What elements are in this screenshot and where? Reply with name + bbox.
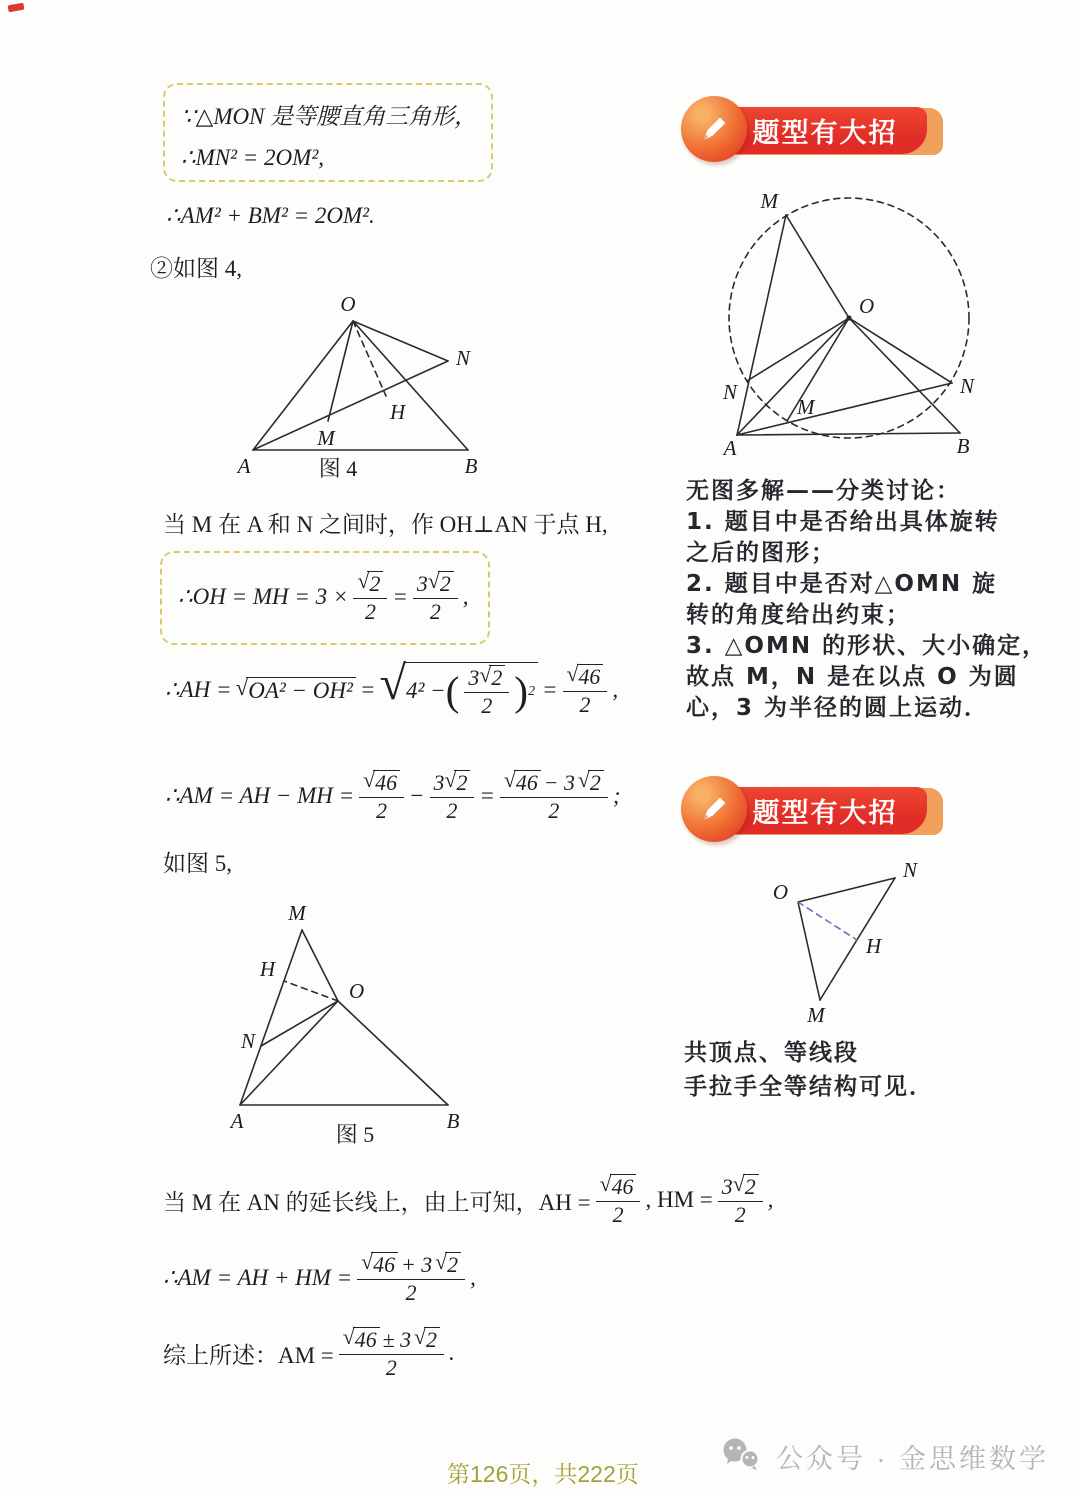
fraction: 3 √ 2 2 xyxy=(718,1172,763,1228)
radicand-lead: 4² − xyxy=(405,678,446,704)
radicand: 2 xyxy=(489,665,505,691)
circlefig-label-N-right: N xyxy=(960,374,975,398)
radicand: 46 xyxy=(577,664,604,690)
denominator: 2 xyxy=(579,692,591,717)
highlight-box-1 xyxy=(163,83,493,182)
radicand: 2 xyxy=(454,770,470,796)
am1-tail: ; xyxy=(612,783,621,809)
conclusion-line-1: ∴AM² + BM² = 2OM². xyxy=(166,203,375,228)
figure-4-caption: 图 4 xyxy=(318,456,358,481)
note1-title: 无图多解——分类讨论： xyxy=(686,478,961,504)
badge-circle xyxy=(681,96,747,162)
operator: − 3 xyxy=(543,771,575,795)
trifig-segment-ON xyxy=(798,878,895,902)
final-lead: 综上所述：AM = xyxy=(163,1342,334,1368)
am2-tail: , xyxy=(470,1265,476,1291)
minus-sign: − xyxy=(409,783,425,809)
note2-line: 手拉手全等结构可见． xyxy=(684,1074,934,1100)
handwritten-note-2 xyxy=(684,1036,934,1104)
fig5-label-O: O xyxy=(349,979,365,1003)
circlefig-segment-AM xyxy=(737,215,786,435)
circlefig-segment-ON-right xyxy=(849,318,952,383)
note1-line: 故点 M，N 是在以点 O 为圆 xyxy=(686,664,1019,690)
radicand: 46 xyxy=(373,770,400,796)
coefficient: 3 xyxy=(416,572,428,596)
wechat-icon xyxy=(720,1436,766,1476)
fig5-label-H: H xyxy=(259,957,275,981)
coefficient: 3 xyxy=(721,1175,733,1199)
circlefig-label-N-left: N xyxy=(722,380,737,404)
radicand: 46 xyxy=(610,1174,637,1200)
radicand: 2 xyxy=(588,770,604,796)
fig4-label-O: O xyxy=(340,293,356,316)
handwritten-note-1 xyxy=(686,476,1047,724)
step-2-label: ②如图 4, xyxy=(150,256,242,281)
fraction: √ 2 2 xyxy=(353,569,387,625)
cond2-mid: , HM = xyxy=(645,1187,713,1213)
fig4-label-H: H xyxy=(390,400,406,424)
fraction: 3 √ 2 2 xyxy=(413,569,458,625)
fig5-segment-OB xyxy=(338,1001,448,1105)
fig5-label-N: N xyxy=(240,1029,255,1053)
note1-line: 2. 题目中是否对△OMN 旋 xyxy=(686,571,998,597)
fraction: 3 √ 2 2 xyxy=(464,663,509,719)
wechat-account-text: 公众号 · 金思维数学 xyxy=(776,1443,1049,1474)
circlefig-segment-OB xyxy=(849,318,960,433)
ah-formula-lead: ∴AH = xyxy=(165,676,232,702)
radicand: 2 xyxy=(743,1174,759,1200)
scan-corner-mark xyxy=(8,3,25,13)
circlefig-segment-OM-top xyxy=(786,215,849,318)
trifig-label-O: O xyxy=(772,880,788,904)
circlefig-label-A: A xyxy=(723,436,737,460)
page-number: 第126页，共222页 xyxy=(447,1461,639,1487)
note1-line: 转的角度给出约束； xyxy=(686,602,911,628)
premise-line: ∵△MON 是等腰直角三角形， xyxy=(181,104,478,129)
denominator: 2 xyxy=(385,1356,397,1381)
radical: √ OA² − OH² xyxy=(236,675,356,704)
radicand: 2 xyxy=(438,571,454,597)
trifig-label-H: H xyxy=(866,934,882,958)
equals-sign: = xyxy=(359,676,376,702)
fraction: √ 46 2 xyxy=(596,1172,641,1228)
am-formula-2 xyxy=(163,1250,476,1306)
equals-sign: = xyxy=(541,676,558,702)
denominator: 2 xyxy=(481,694,493,719)
circlefig-label-M-bottom: M xyxy=(797,395,815,419)
denominator: 2 xyxy=(405,1281,417,1306)
trifig-segment-OH-dashed xyxy=(798,902,857,940)
left-paren: ( xyxy=(445,667,460,714)
am1-lead: ∴AM = AH − MH = xyxy=(165,783,355,809)
pencil-icon xyxy=(698,793,730,825)
pencil-icon xyxy=(698,113,730,145)
fraction: √ 46 2 xyxy=(563,662,608,718)
radicand: 2 xyxy=(445,1252,461,1278)
fig5-label-B: B xyxy=(446,1109,460,1130)
final-tail: . xyxy=(448,1340,455,1366)
highlight-box-2 xyxy=(160,551,490,645)
cond2-lead: 当 M 在 AN 的延长线上，由上可知，AH = xyxy=(163,1189,591,1215)
figure-omn-triangle xyxy=(758,855,940,1027)
operator: ± 3 xyxy=(382,1328,412,1352)
fig4-label-A: A xyxy=(237,454,251,478)
condition-line-2 xyxy=(163,1172,773,1228)
fig5-segment-MO xyxy=(302,930,338,1001)
fig5-segment-ON xyxy=(261,1001,338,1046)
ah-formula xyxy=(165,657,619,719)
badge-label: 题型有大招 xyxy=(752,118,898,148)
fig5-label-M: M xyxy=(288,901,306,925)
fig4-segment-AO xyxy=(253,321,353,450)
denominator: 2 xyxy=(548,799,560,824)
trifig-label-N: N xyxy=(903,858,918,882)
radical: √ 4² − ( 3 √ 2 2 ) 2 xyxy=(379,660,538,719)
fig4-segment-AN xyxy=(253,361,448,450)
equals-sign: = xyxy=(479,783,495,809)
badge-label: 题型有大招 xyxy=(752,798,898,828)
equals-sign: = xyxy=(392,584,408,610)
figure-5-caption: 图 5 xyxy=(335,1122,375,1147)
figure-5-intro: 如图 5, xyxy=(163,851,232,876)
condition-line-1: 当 M 在 A 和 N 之间时，作 OH⊥AN 于点 H, xyxy=(163,512,608,537)
final-conclusion xyxy=(163,1325,455,1381)
denominator: 2 xyxy=(376,799,388,824)
badge-timing-2 xyxy=(681,776,943,842)
radicand: 46 xyxy=(514,770,541,796)
exponent: 2 xyxy=(528,683,535,699)
note1-line: 3. △OMN 的形状、大小确定， xyxy=(686,633,1048,659)
circlefig-label-B: B xyxy=(956,434,970,458)
oh-formula-lead: ∴OH = MH = 3 × xyxy=(178,584,349,610)
fraction: √ 46 ± 3 √ 2 2 xyxy=(339,1325,444,1381)
radicand: 46 xyxy=(353,1327,380,1353)
coefficient: 3 xyxy=(433,771,445,795)
fig4-label-M: M xyxy=(317,426,335,450)
radicand: 2 xyxy=(367,571,383,597)
figure-rotation-circle xyxy=(685,185,1015,480)
wechat-account xyxy=(720,1436,1049,1476)
right-paren: ) xyxy=(514,667,529,714)
denominator: 2 xyxy=(446,799,458,824)
radicand: 46 xyxy=(371,1252,398,1278)
coefficient: 3 xyxy=(468,666,480,690)
trifig-segment-OM xyxy=(798,902,820,1000)
fig5-label-A: A xyxy=(230,1109,244,1130)
fraction: √ 46 2 xyxy=(359,768,404,824)
circlefig-label-M-top: M xyxy=(760,189,778,213)
denominator: 2 xyxy=(734,1203,746,1228)
circlefig-label-O: O xyxy=(859,294,875,318)
am-formula-1 xyxy=(165,768,620,824)
note1-line: 之后的图形； xyxy=(686,540,836,566)
fig4-label-B: B xyxy=(464,454,478,478)
note1-line: 1. 题目中是否给出具体旋转 xyxy=(686,509,1000,535)
fraction: √ 46 + 3 √ 2 2 xyxy=(357,1250,465,1306)
am2-lead: ∴AM = AH + HM = xyxy=(163,1265,353,1291)
fraction: √ 46 − 3 √ 2 2 xyxy=(500,768,608,824)
oh-formula xyxy=(162,553,488,625)
fraction: 3 √ 2 2 xyxy=(430,768,475,824)
denominator: 2 xyxy=(364,600,376,625)
cond2-tail: , xyxy=(767,1187,774,1213)
denominator: 2 xyxy=(429,600,441,625)
trifig-segment-MN xyxy=(820,878,895,1000)
radicand: 2 xyxy=(424,1327,440,1353)
radicand: OA² − OH² xyxy=(246,677,356,704)
ah-formula-tail: , xyxy=(612,676,619,702)
mn-squared-line: ∴MN² = 2OM², xyxy=(181,145,324,170)
figure-5 xyxy=(225,898,485,1130)
note1-line: 心，3 为半径的圆上运动． xyxy=(686,695,990,721)
note2-line: 共顶点、等线段 xyxy=(684,1040,859,1066)
center-point-O xyxy=(846,315,851,320)
circlefig-segment-AB xyxy=(737,433,960,435)
operator: + 3 xyxy=(401,1253,433,1277)
fig4-segment-OB xyxy=(353,321,468,450)
oh-formula-tail: , xyxy=(462,584,469,610)
fig4-label-N: N xyxy=(456,346,471,370)
fig5-segment-OA xyxy=(240,1001,338,1105)
denominator: 2 xyxy=(612,1203,624,1228)
trifig-label-M: M xyxy=(807,1003,825,1027)
badge-timing-1 xyxy=(681,96,943,162)
badge-circle xyxy=(681,776,747,842)
